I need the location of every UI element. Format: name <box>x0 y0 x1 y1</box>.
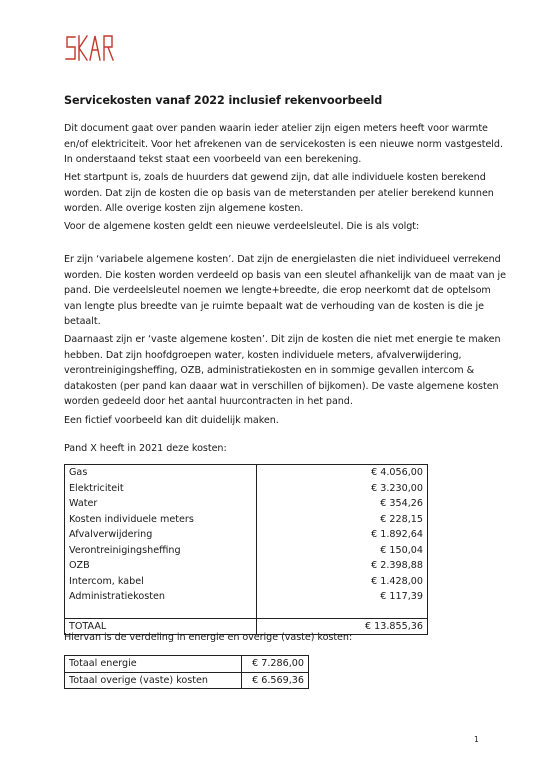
text-line: betaalt. <box>64 316 101 327</box>
text-line: van lengte plus breedte van je ruimte bepaalt wat de verhouding van de kosten is die je <box>64 300 485 312</box>
text-line: worden gedeeld door het aantal huurcontracten in het pand. <box>64 396 353 407</box>
table-row <box>65 512 428 528</box>
cost-amount: € 1.428,00 <box>257 574 428 590</box>
cost-amount: € 3.230,00 <box>257 481 428 497</box>
costs-heading-paragraph <box>64 441 494 457</box>
text-line: Dit document gaat over panden waarin ieder atelier zijn eigen meters heeft voor warmte <box>64 123 488 134</box>
table-spacer-row <box>65 605 428 619</box>
table-row <box>65 672 309 689</box>
text-line: en/of elektriciteit. Voor het afrekenen van de servicekosten is een nieuwe norm vastgesteld. <box>64 138 503 150</box>
text-line: Daarnaast zijn er ‘vaste algemene kosten’. Dit zijn de kosten die niet met energie te maken <box>64 334 501 345</box>
cost-label: Verontreinigingsheffing <box>65 543 257 559</box>
cost-label: Intercom, kabel <box>65 574 257 590</box>
table-row <box>65 465 428 481</box>
table-row <box>65 496 428 512</box>
cost-amount: € 117,39 <box>257 589 428 605</box>
text-line: datakosten (per pand kan daaar wat in verschillen of bijkomen). De vaste algemene kosten <box>64 380 499 392</box>
distribution-key-paragraph <box>64 219 494 235</box>
text-line: worden. Dat zijn de kosten die op basis van de meterstanden per atelier berekend kunnen <box>64 187 494 199</box>
page-title: Servicekosten vanaf 2022 inclusief rekenvoorbeeld <box>64 94 383 107</box>
table-row <box>65 543 428 559</box>
cost-amount: € 1.892,64 <box>257 527 428 543</box>
text-line: hebben. Dat zijn hoofdgroepen water, kosten individuele meters, afvalverwijdering, <box>64 349 462 361</box>
table-row <box>65 558 428 574</box>
cost-amount: € 4.056,00 <box>257 465 428 481</box>
example-intro-paragraph <box>64 413 494 429</box>
costs-table <box>64 464 428 635</box>
intro-paragraph <box>64 121 503 168</box>
skar-logo <box>64 34 120 62</box>
cost-label: Water <box>65 496 257 512</box>
page-number: 1 <box>474 735 479 744</box>
fixed-costs-paragraph <box>64 332 501 410</box>
text-line: worden. Alle overige kosten zijn algemene kosten. <box>64 203 304 214</box>
table-row <box>65 481 428 497</box>
cost-amount: € 354,26 <box>257 496 428 512</box>
text-line: Het startpunt is, zoals de huurders dat gewend zijn, dat alle individuele kosten berekend <box>64 172 486 183</box>
cost-label: OZB <box>65 558 257 574</box>
cost-amount: € 2.398,88 <box>257 558 428 574</box>
text-line: In onderstaand tekst staat een voorbeeld van een berekening. <box>64 154 362 165</box>
table-row <box>65 527 428 543</box>
total-label: TOTAAL <box>65 618 257 635</box>
cost-label: Administratiekosten <box>65 589 257 605</box>
text-line: verontreinigingsheffing, OZB, administratiekosten en in sommige gevallen intercom & <box>64 365 475 376</box>
cost-label: Afvalverwijdering <box>65 527 257 543</box>
starting-point-paragraph <box>64 170 494 217</box>
cost-amount: € 150,04 <box>257 543 428 559</box>
text-line: Een fictief voorbeeld kan dit duidelijk maken. <box>64 415 279 426</box>
cost-label: Kosten individuele meters <box>65 512 257 528</box>
text-line: worden. Die kosten worden verdeeld op basis van een sleutel afhankelijk van de maat van je <box>64 269 506 281</box>
cost-label: Elektriciteit <box>65 481 257 497</box>
text-line: pand. Die verdeelsleutel noemen we lengte+breedte, die erop neerkomt dat de optelsom <box>64 285 491 296</box>
text-line: Voor de algemene kosten geldt een nieuwe verdeelsleutel. Die is als volgt: <box>64 221 420 232</box>
split-amount: € 7.286,00 <box>242 656 309 673</box>
total-amount: € 13.855,36 <box>257 618 428 635</box>
text-line: Hiervan is de verdeling in energie en overige (vaste) kosten: <box>64 632 353 643</box>
text-line: Er zijn ‘variabele algemene kosten’. Dat zijn de energielasten die niet individueel verrekend <box>64 254 501 265</box>
split-amount: € 6.569,36 <box>242 672 309 689</box>
table-row <box>65 656 309 673</box>
cost-amount: € 228,15 <box>257 512 428 528</box>
split-label: Totaal energie <box>65 656 242 673</box>
split-label: Totaal overige (vaste) kosten <box>65 672 242 689</box>
split-table <box>64 655 309 689</box>
cost-label: Gas <box>65 465 257 481</box>
table-row <box>65 574 428 590</box>
split-intro-paragraph <box>64 630 494 646</box>
variable-costs-paragraph <box>64 252 506 330</box>
text-line: Pand X heeft in 2021 deze kosten: <box>64 443 227 454</box>
table-row <box>65 589 428 605</box>
